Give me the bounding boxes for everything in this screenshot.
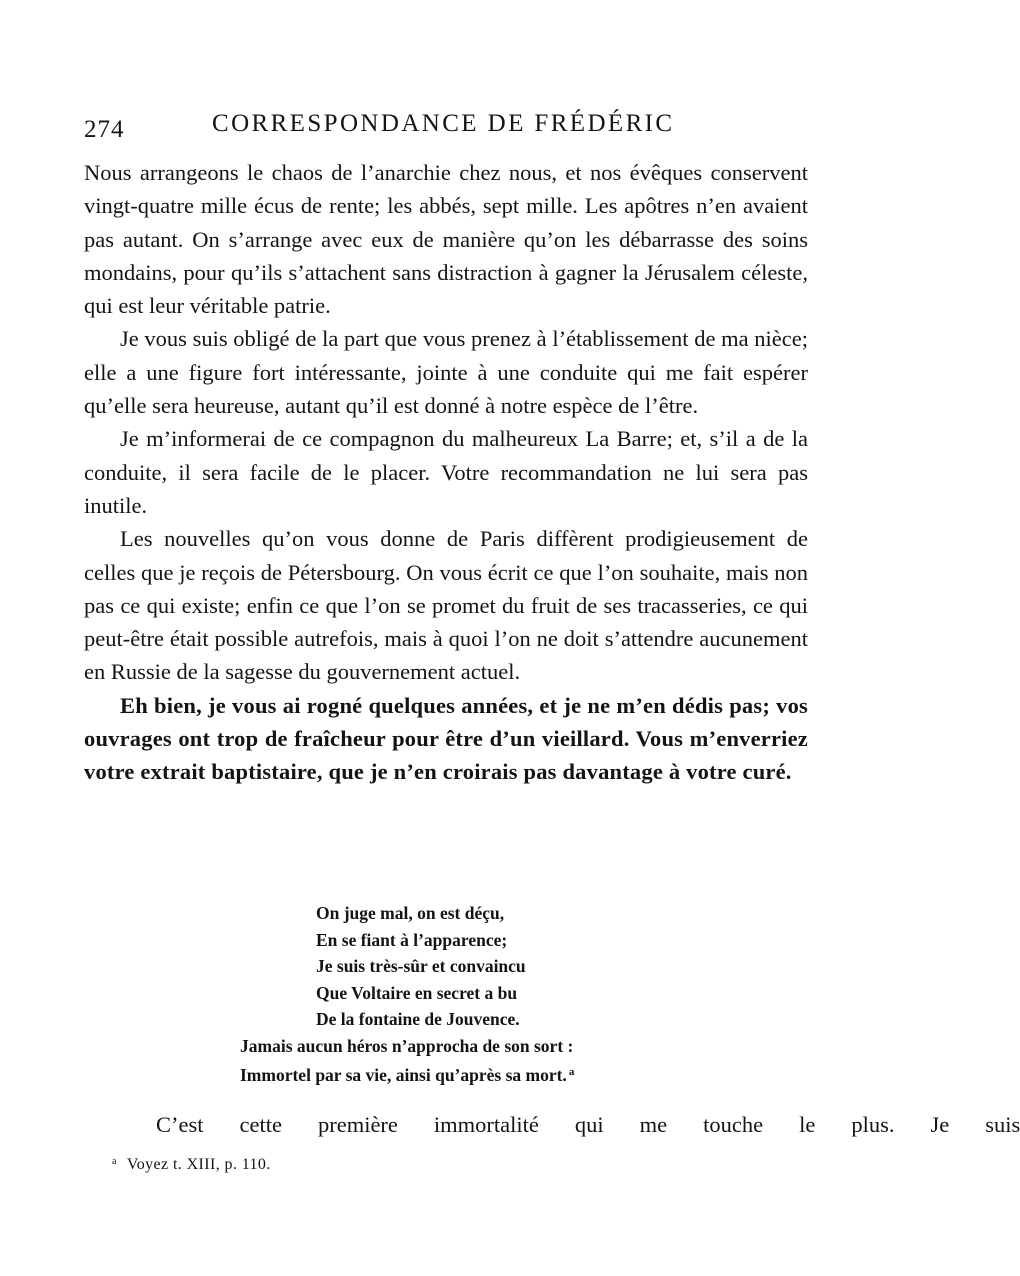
letter-body bbox=[84, 156, 808, 789]
verse-line: Jamais aucun héros n’approcha de son sort : bbox=[240, 1035, 574, 1056]
footnote bbox=[112, 1156, 271, 1174]
paragraph: Je m’informerai de ce compagnon du malheureux La Barre; et, s’il a de la conduite, il sera facile de le placer. Votre recommandation ne lui sera pas inutile. bbox=[84, 426, 808, 518]
word: touche bbox=[703, 1112, 764, 1137]
word: suis bbox=[985, 1112, 1020, 1137]
word: première bbox=[317, 1112, 398, 1137]
word: me bbox=[639, 1112, 668, 1137]
word: C’est bbox=[156, 1112, 204, 1137]
paragraph: Nous arrangeons le chaos de l’anarchie chez nous, et nos évêques conservent vingt-quatre mille écus de rente; les abbés, sept mille. Les apôtres n’en avaient pas autant. On s’arrange avec eux de manière qu’on les débarrasse des soins mondains, pour qu’ils s’attachent sans distraction à gagner la Jérusalem céleste, qui est leur véritable patrie. bbox=[84, 160, 808, 319]
footnote-text: Voyez t. XIII, p. 110. bbox=[126, 1156, 271, 1173]
paragraph: Les nouvelles qu’on vous donne de Paris diffèrent prodigieusement de celles que je reçois de Pétersbourg. On vous écrit ce que l’on souhaite, mais non pas ce qui existe; enfin ce que l’on se promet du fruit de ses tracasseries, ce qui peut-être était possible autrefois, mais à quoi l’on ne doit s’attendre aucunement en Russie de la sagesse du gouvernement actuel. bbox=[84, 526, 808, 685]
verse-line: De la fontaine de Jouvence. bbox=[316, 1009, 520, 1029]
word: immortalité bbox=[433, 1112, 539, 1137]
running-head: CORRESPONDANCE DE FRÉDÉRIC bbox=[212, 110, 675, 137]
verse-line-last bbox=[240, 1059, 800, 1089]
word: plus. bbox=[851, 1112, 895, 1137]
verse-line: Je suis très-sûr et convaincu bbox=[316, 956, 526, 976]
word: le bbox=[799, 1112, 816, 1137]
word: qui bbox=[574, 1112, 604, 1137]
page-number: 274 bbox=[84, 116, 125, 143]
paragraph: Eh bien, je vous ai rogné quelques années, et je ne m’en dédis pas; vos ouvrages ont trop de fraîcheur pour être d’un vieillard. Vous m’enverriez votre extrait baptistaire, que je n’en croirais pas davantage à votre curé. bbox=[84, 692, 808, 785]
word: cette bbox=[239, 1112, 282, 1137]
verse-line: Que Voltaire en secret a bu bbox=[316, 982, 518, 1003]
word: Je bbox=[930, 1112, 950, 1137]
footnote-reference: a bbox=[568, 1066, 575, 1078]
verse-block bbox=[240, 900, 800, 1089]
verse-line: En se fiant à l’apparence; bbox=[316, 929, 508, 950]
paragraph: Je vous suis obligé de la part que vous prenez à l’établissement de ma nièce; elle a une figure fort intéressante, jointe à une conduite qui me fait espérer qu’elle sera heureuse, autant qu’il est donné à notre espèce de l’être. bbox=[84, 326, 808, 419]
verse-text: Immortel par sa vie, ainsi qu’après sa mort. bbox=[240, 1065, 567, 1085]
footnote-mark: a bbox=[112, 1156, 117, 1167]
verse-line: On juge mal, on est déçu, bbox=[316, 903, 505, 923]
continuation-line bbox=[84, 1108, 1020, 1141]
